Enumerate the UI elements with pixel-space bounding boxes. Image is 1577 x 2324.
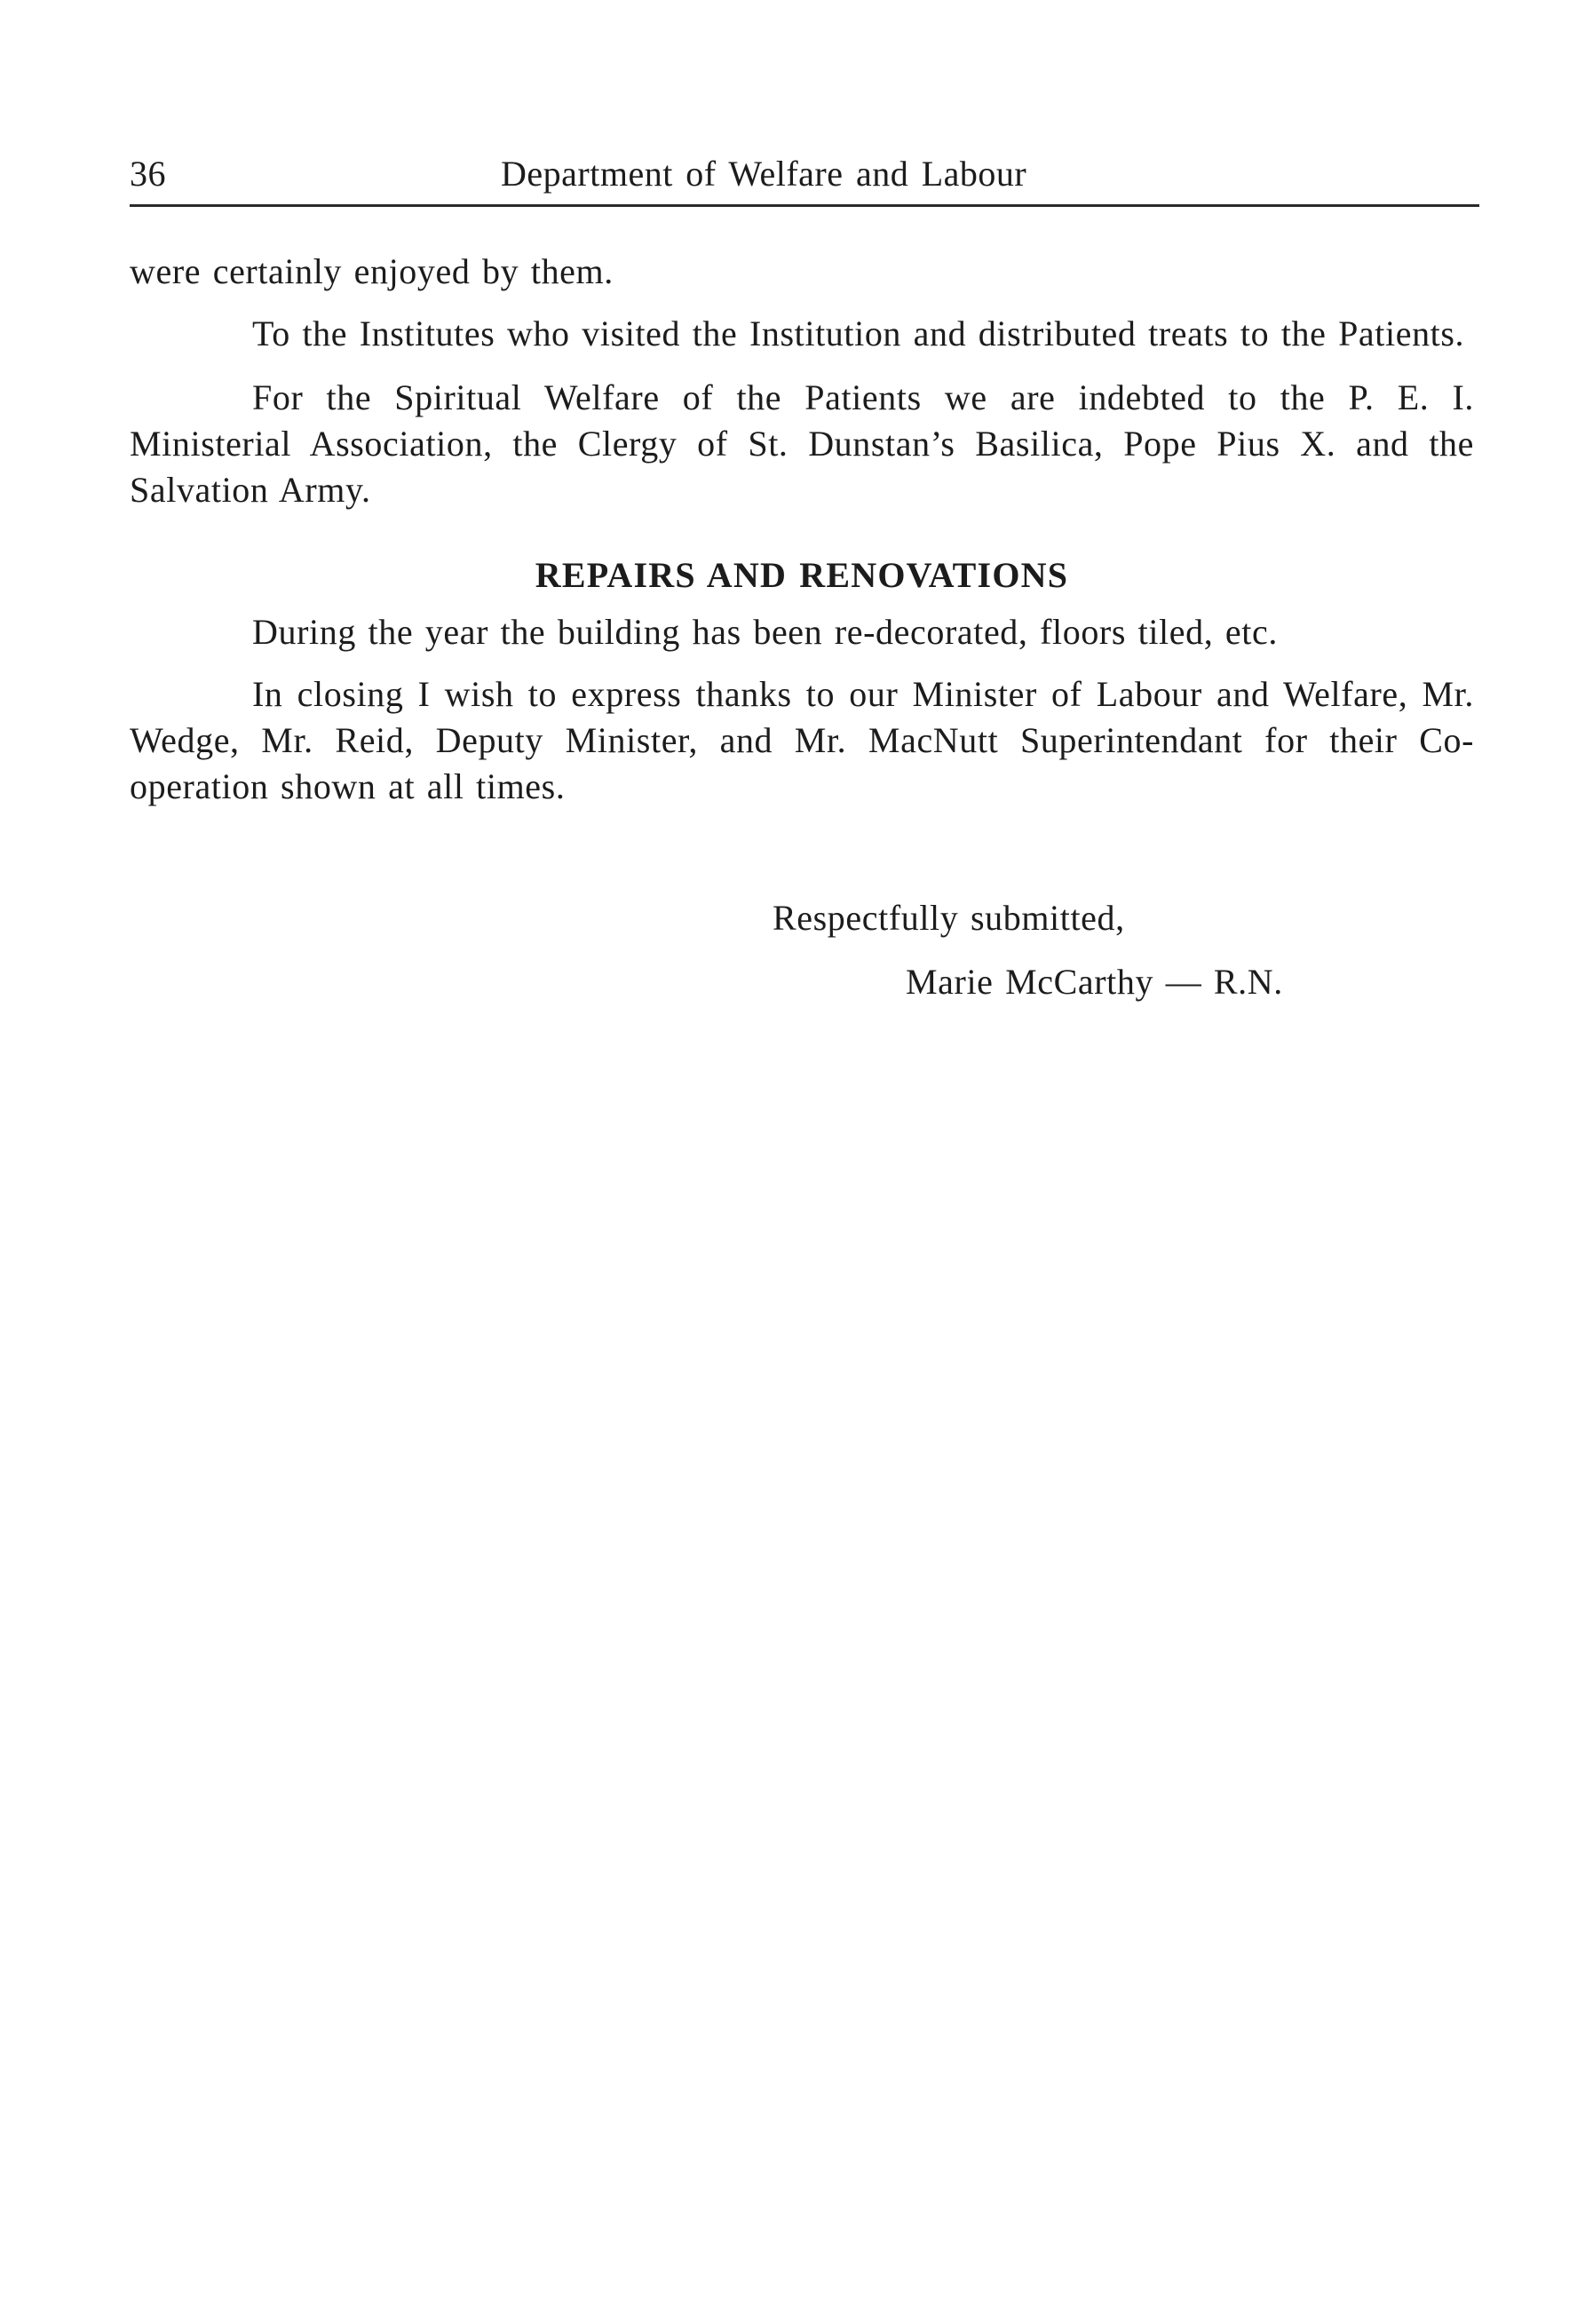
section-heading: REPAIRS AND RENOVATIONS (535, 555, 1069, 595)
paragraph-institutes: To the Institutes who visited the Institution and distributed treats to the Patients. (252, 313, 1465, 353)
page-number: 36 (130, 154, 166, 194)
running-header (130, 153, 1479, 202)
header-rule (130, 204, 1479, 207)
paragraph-continuation: were certainly enjoyed by them. (130, 251, 614, 291)
running-title: Department of Welfare and Labour (501, 154, 1027, 194)
signature-name: Marie McCarthy — R.N. (906, 962, 1283, 1002)
paragraph-repairs: During the year the building has been re-decorated, floors tiled, etc. (252, 612, 1278, 652)
paragraph-closing: In closing I wish to express thanks to our Minister of Labour and Welfare, Mr. Wedge, Mr. Reid, Deputy Minister, and Mr. MacNutt Superintendant for their Co-operation shown at all times. (130, 674, 1474, 806)
signature-closing: Respectfully submitted, (773, 898, 1125, 938)
body-text (130, 249, 1474, 810)
paragraph-spiritual-welfare: For the Spiritual Welfare of the Patients we are indebted to the P. E. I. Ministerial Association, the Clergy of St. Dunstan’s Basilica, Pope Pius X. and the Salvation Army. (130, 377, 1474, 510)
